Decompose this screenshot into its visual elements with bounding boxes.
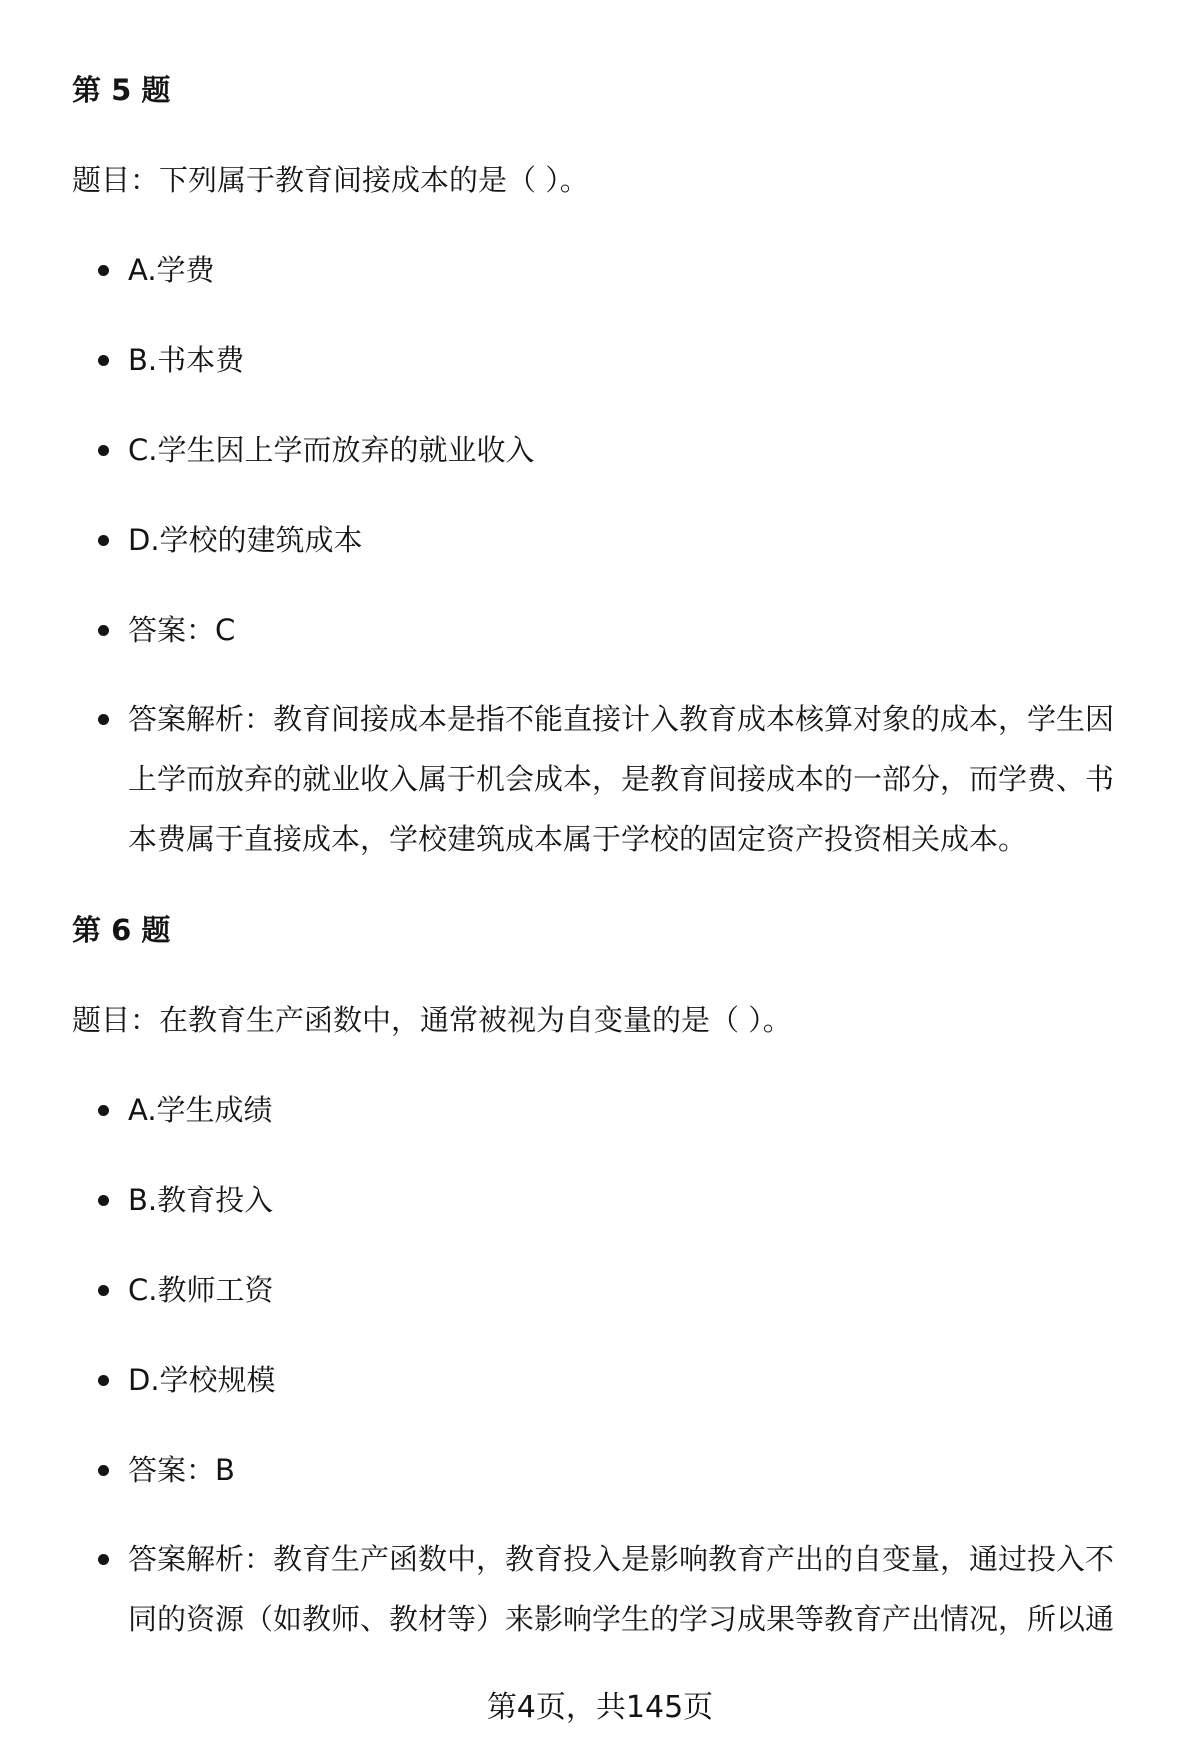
option-item	[0, 1065, 1200, 1155]
explanation-line: 答案解析：教育间接成本是指不能直接计入教育成本核算对象的成本，学生因	[128, 702, 1115, 736]
option-text: A.学生成绩	[128, 1093, 273, 1127]
bullet	[98, 1195, 109, 1206]
bullet	[98, 625, 109, 636]
option-item	[0, 405, 1200, 495]
bullet	[98, 1105, 109, 1116]
bullet	[98, 1554, 109, 1565]
bullet	[98, 1285, 109, 1296]
option-text: C.教师工资	[128, 1273, 274, 1307]
option-item	[0, 315, 1200, 405]
bullet	[98, 265, 109, 276]
option-text: D.学校规模	[128, 1363, 276, 1397]
explanation-line: 上学而放弃的就业收入属于机会成本，是教育间接成本的一部分，而学费、书	[128, 762, 1115, 796]
question-prompt: 题目：下列属于教育间接成本的是（ ）。	[72, 163, 589, 197]
bullet	[98, 714, 109, 725]
explanation-line: 本费属于直接成本，学校建筑成本属于学校的固定资产投资相关成本。	[128, 822, 1028, 856]
option-text: D.学校的建筑成本	[128, 523, 363, 557]
bullet	[98, 1465, 109, 1476]
answer-item	[0, 585, 1200, 675]
answer-item	[0, 1425, 1200, 1515]
question-heading: 第 6 题	[72, 913, 171, 947]
question-prompt: 题目：在教育生产函数中，通常被视为自变量的是（ ）。	[72, 1003, 792, 1037]
bullet	[98, 445, 109, 456]
question-heading: 第 5 题	[72, 73, 171, 107]
bullet	[98, 1375, 109, 1386]
option-text: B.教育投入	[128, 1183, 274, 1217]
option-item	[0, 1245, 1200, 1335]
page-content	[0, 45, 1200, 1665]
option-text: C.学生因上学而放弃的就业收入	[128, 433, 535, 467]
explanation-item	[0, 675, 1200, 885]
answer-text: 答案：C	[128, 613, 236, 647]
bullet	[98, 355, 109, 366]
bullet	[98, 535, 109, 546]
option-text: B.书本费	[128, 343, 245, 377]
explanation-line: 答案解析：教育生产函数中，教育投入是影响教育产出的自变量，通过投入不	[128, 1542, 1115, 1576]
page-number-footer: 第4页，共145页	[486, 1690, 714, 1725]
answer-text: 答案：B	[128, 1453, 235, 1487]
explanation-line: 同的资源（如教师、教材等）来影响学生的学习成果等教育产出情况，所以通	[128, 1602, 1115, 1636]
option-item	[0, 225, 1200, 315]
option-text: A.学费	[128, 253, 215, 287]
explanation-item	[0, 1515, 1200, 1665]
option-item	[0, 1335, 1200, 1425]
option-item	[0, 495, 1200, 585]
option-item	[0, 1155, 1200, 1245]
